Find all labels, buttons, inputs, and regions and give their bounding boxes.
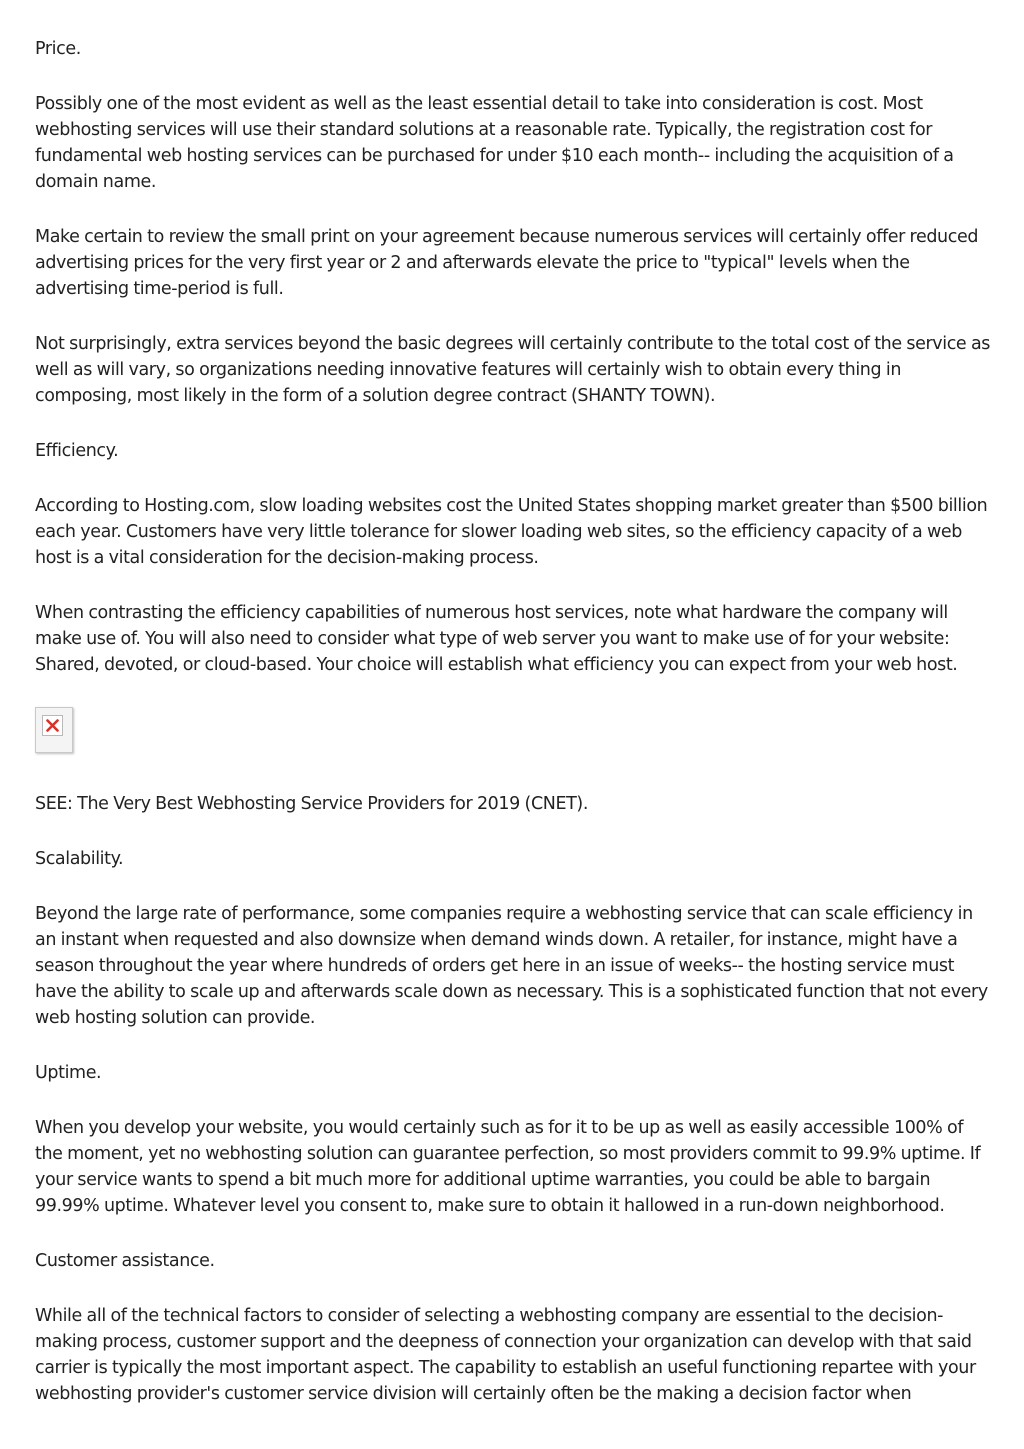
paragraph-scalability: Beyond the large rate of performance, some companies require a webhosting service that can scale efficiency in an instant when requested and also downsize when demand winds down. A retailer, for instance, might have a season throughout the year where hundreds of orders get here in an issue of weeks-- the hosting service must have the ability to scale up and afterwards scale down as necessary. This is a sophisticated function that not every web hosting solution can provide. [35, 904, 988, 1028]
close-x-icon [46, 719, 59, 732]
paragraph-contrasting: When contrasting the efficiency capabilities of numerous host services, note what hardware the company will make use of. You will also need to consider what type of web server you want to make use of for your website: Shared, devoted, or cloud-based. Your choice will establish what efficiency you can expect from your web host. [35, 603, 958, 675]
paragraph-customer-assistance: While all of the technical factors to consider of selecting a webhosting company are essential to the decision-making process, customer support and the deepness of connection your organization can develop with that said carrier is typically the most important aspect. The capability to establish an useful functioning repartee with your webhosting provider's customer service division will certainly often be the making a decision factor when [35, 1306, 976, 1404]
heading-efficiency: Efficiency. [35, 441, 119, 461]
heading-scalability: Scalability. [35, 849, 124, 869]
paragraph-uptime: When you develop your website, you would certainly such as for it to be up as well as easily accessible 100% of the moment, yet no webhosting solution can guarantee perfection, so most providers commit to 99.9% uptime. If your service wants to spend a bit much more for additional uptime warranties, you could be able to bargain 99.99% uptime. Whatever level you consent to, make sure to obtain it hallowed in a run-down neighborhood. [35, 1118, 981, 1216]
paragraph-hosting-com: According to Hosting.com, slow loading websites cost the United States shopping market greater than $500 billion each year. Customers have very little tolerance for slower loading web sites, so the efficiency capacity of a web host is a vital consideration for the decision-making process. [35, 496, 988, 568]
paragraph-small-print: Make certain to review the small print on your agreement because numerous services will certainly offer reduced advertising prices for the very first year or 2 and afterwards elevate the price to "typical" levels when the advertising time-period is full. [35, 227, 979, 299]
document-page [35, 36, 995, 1436]
heading-price: Price. [35, 39, 81, 59]
paragraph-cost: Possibly one of the most evident as well as the least essential detail to take into consideration is cost. Most webhosting services will use their standard solutions at a reasonable rate. Typically, the registration cost for fundamental web hosting services can be purchased for under $10 each month-- including the acquisition of a domain name. [35, 94, 954, 192]
paragraph-see-cnet: SEE: The Very Best Webhosting Service Providers for 2019 (CNET). [35, 794, 589, 814]
broken-image-icon [42, 715, 63, 736]
heading-customer-assistance: Customer assistance. [35, 1251, 215, 1271]
broken-image-placeholder [35, 707, 73, 753]
paragraph-extra-services: Not surprisingly, extra services beyond the basic degrees will certainly contribute to the total cost of the service as well as will vary, so organizations needing innovative features will certainly wish to obtain every thing in composing, most likely in the form of a solution degree contract (SHANTY TOWN). [35, 334, 990, 406]
heading-uptime: Uptime. [35, 1063, 102, 1083]
